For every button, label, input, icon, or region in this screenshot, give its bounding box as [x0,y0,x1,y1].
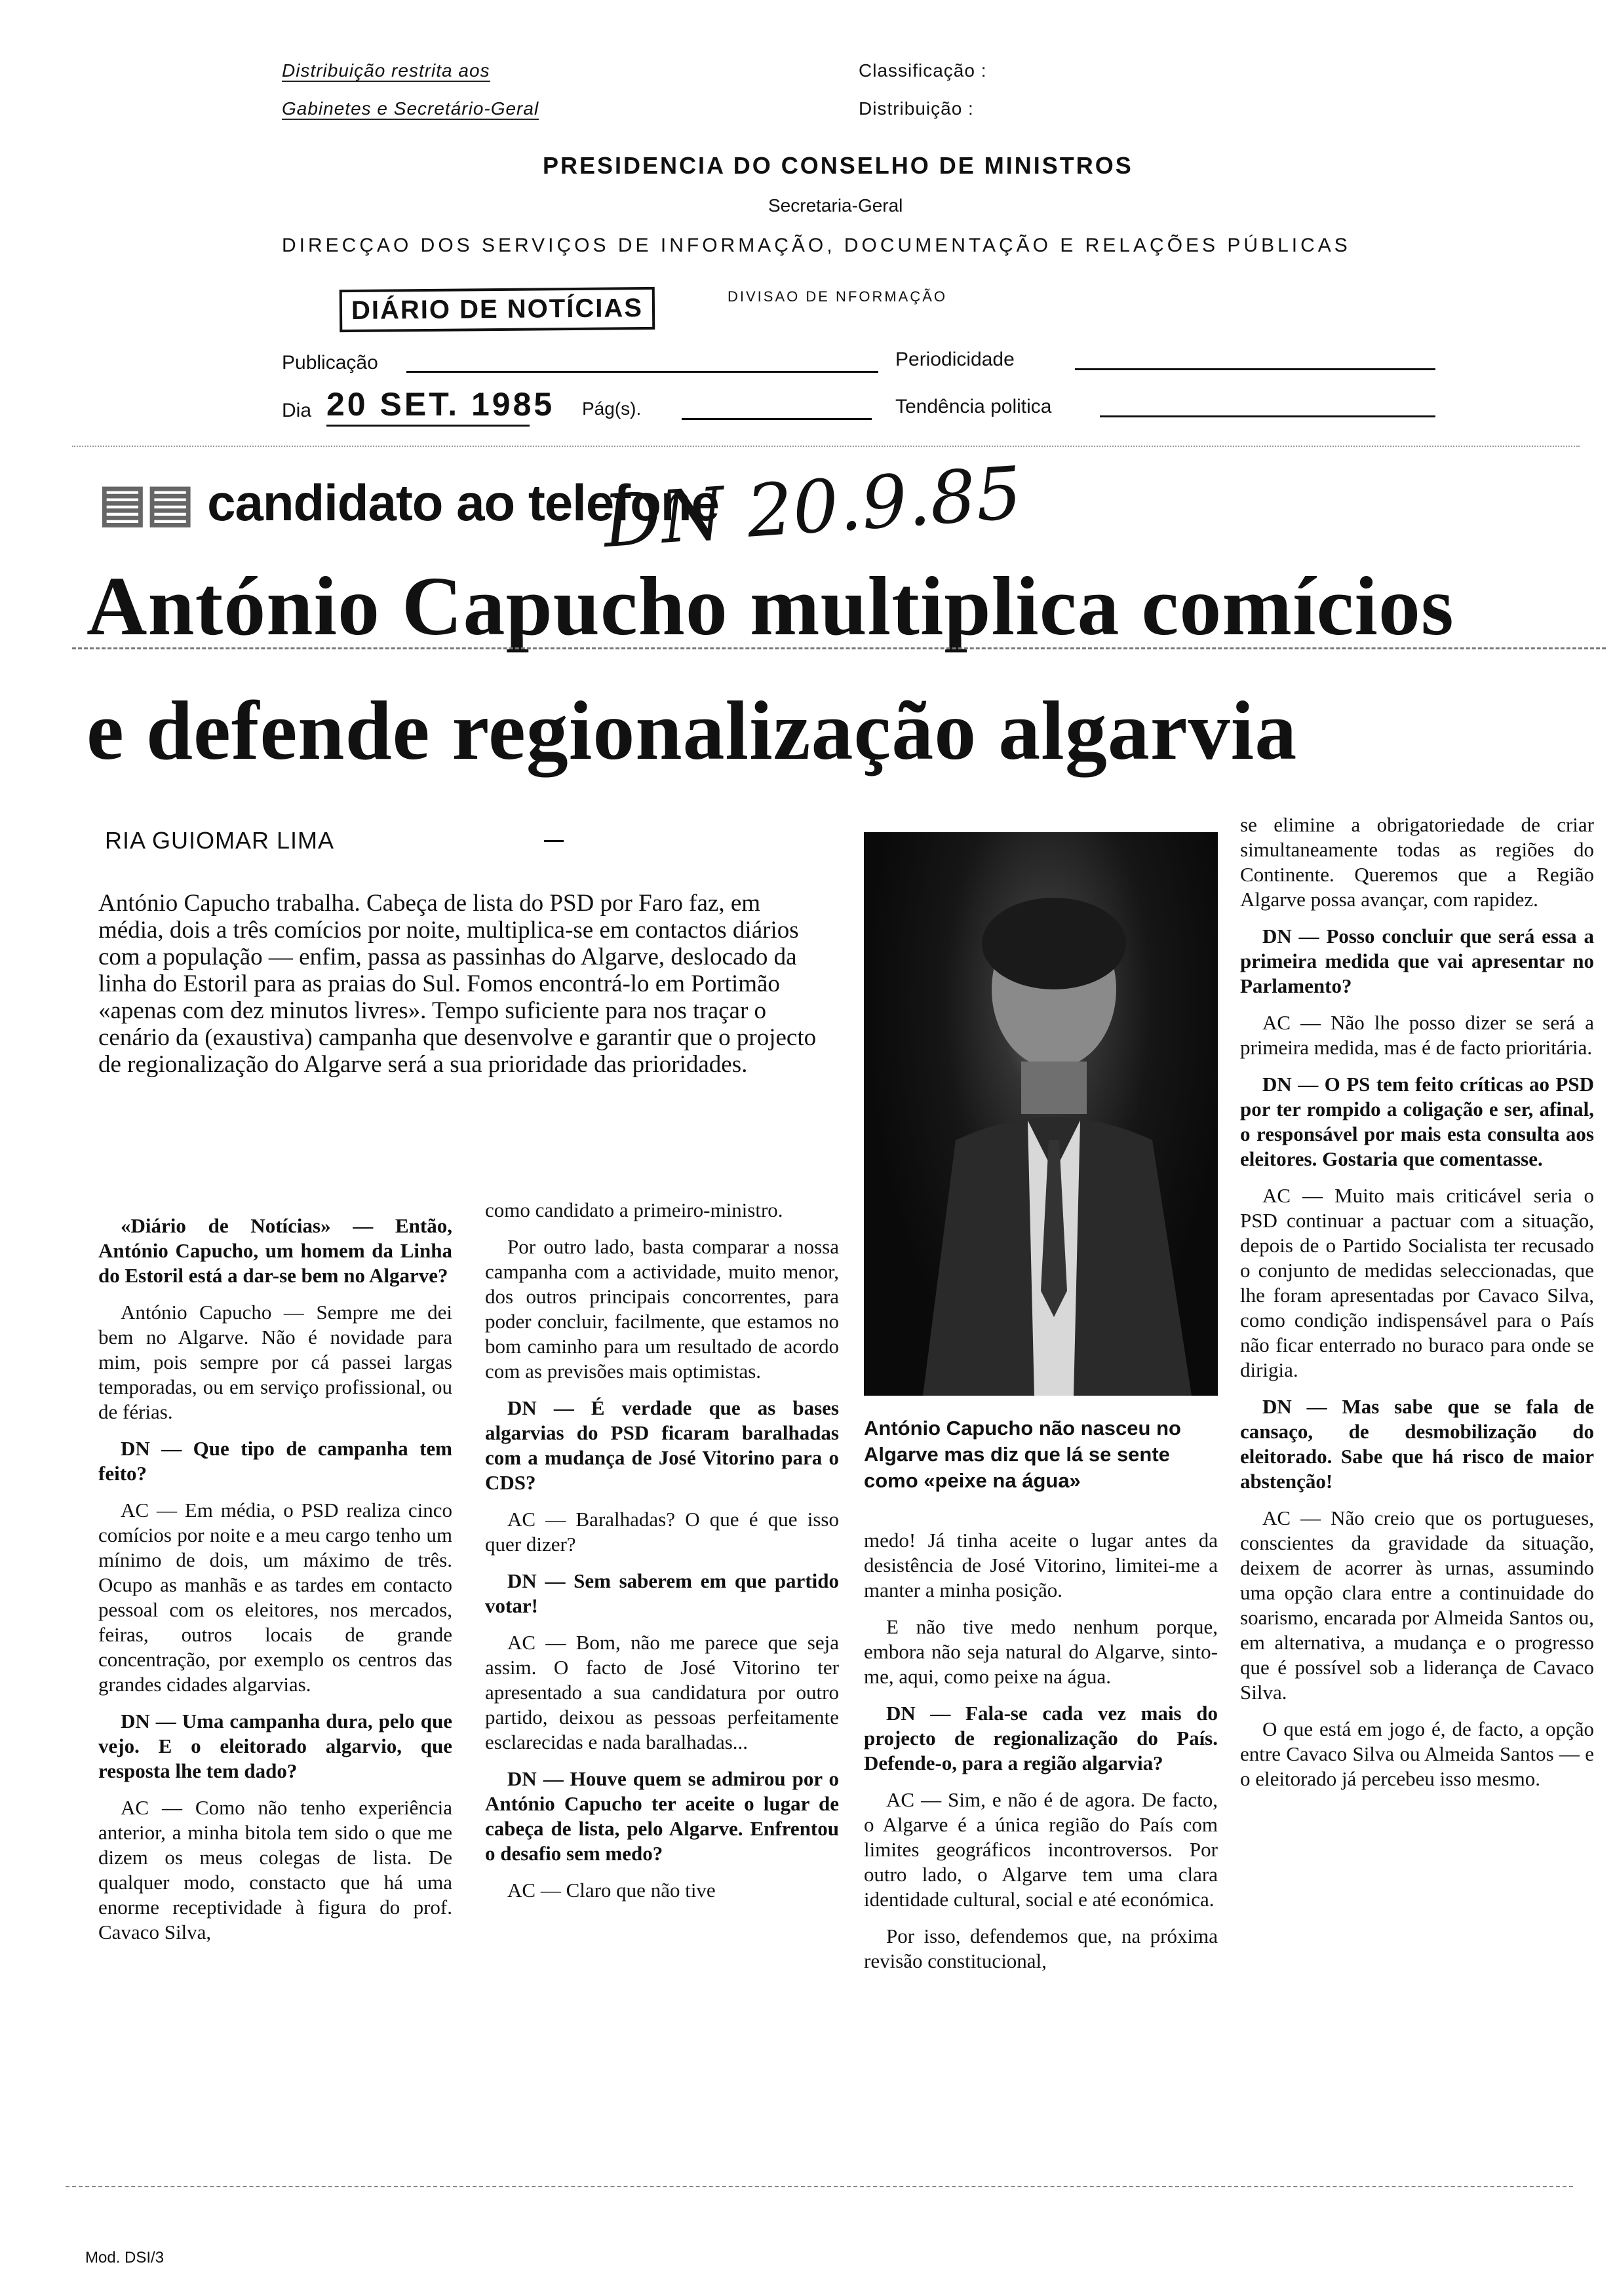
lead-paragraph: António Capucho trabalha. Cabeça de lista do PSD por Faro faz, em média, dois a três comícios por noite, multiplica-se em contactos diários com a população — enfim, passa as passinhas do Algarve, deslocado da linha do Estoril para as praias do Sul. Fomos encontrá-lo em Portimão «apenas com dez minutos livres». Tempo suficiente para nos traçar o cenário da (exaustiva) campanha que desenvolve e garantir que o projecto de regionalização do Algarve será a sua prioridade das prioridades. [98,890,817,1078]
col2-para: AC — Claro que não tive [507,1879,716,1902]
col3-para: AC — Sim, e não é de agora. De facto, o Algarve é a única região do País com limites geográficos incontroversos. Por outro lado, o Algarve tem uma clara identidade cultural, social e até económica. [864,1788,1218,1911]
col2-para: DN — Houve quem se admirou por o António Capucho ter aceite o lugar de cabeça de lista, pelo Algarve. Enfrentou o desafio sem medo? [485,1767,839,1865]
col4-para: DN — Posso concluir que será essa a primeira medida que vai apresentar no Parlamento? [1240,925,1594,997]
column-2 [485,1198,839,1915]
tendencia-label: Tendência politica [895,396,1052,417]
scan-noise [72,446,1580,453]
col1-para: DN — Que tipo de campanha tem feito? [98,1437,452,1485]
col3-para: E não tive medo nenhum porque, embora não seja natural do Algarve, sinto-me, aqui, como peixe na água. [864,1615,1218,1688]
portrait-silhouette [864,832,1218,1396]
col1-para: DN — Uma campanha dura, pelo que vejo. E o eleitorado algarvio, que resposta lhe tem dado? [98,1710,452,1782]
pags-label: Pág(s). [582,398,642,419]
pags-line [682,418,872,420]
headline-rule [72,647,1606,649]
photo-caption: António Capucho não nasceu no Algarve mas diz que lá se sente como «peixe na água» [864,1417,1181,1492]
column-3 [864,1528,1218,1985]
col4-para: AC — Muito mais criticável seria o PSD continuar a pactuar com a situação, depois de o Partido Socialista ter recusado o conjunto de medidas seleccionadas, que lhe foram apresentadas por Cavaco Silva, como condição indispensável para o País não ficar enterrado no buraco para onde se dirigia. [1240,1184,1594,1381]
bottom-rule [66,2186,1573,2187]
classificacao-label: Classificação : [859,60,987,81]
publicacao-label: Publicação [282,352,378,373]
col1-para: AC — Em média, o PSD realiza cinco comícios por noite e a meu cargo tenho um mínimo de dois, um máximo de três. Ocupo as manhãs e as tardes em contacto pessoal com os eleitores, nos mercados, feiras, outros locais de grande concentração, por exemplo os centros das grandes cidades algarvias. [98,1499,452,1696]
col3-para: Por isso, defendemos que, na próxima revisão constitucional, [864,1924,1218,1972]
periodicidade-label: Periodicidade [895,349,1015,370]
col2-para: AC — Baralhadas? O que é que isso quer dizer? [485,1508,839,1556]
date-stamp: 20 SET. 1985 [326,386,555,423]
restricted-line-2: Gabinetes e Secretário-Geral [282,98,539,119]
periodicidade-line [1075,368,1435,370]
headline-line-1: António Capucho multiplica comícios [87,560,1454,653]
tendencia-line [1100,415,1435,417]
col2-para: Por outro lado, basta comparar a nossa campanha com a actividade, muito menor, dos outros principais concorrentes, para poder concluir, facilmente, que estamos no bom caminho para um resultado de acordo com as previsões mais optimistas. [485,1235,839,1383]
col2-para: DN — Sem saberem em que partido votar! [485,1569,839,1617]
handwritten-note: DN 20.9.85 [600,450,1024,564]
kicker: ▤▤ candidato ao telefone [98,474,719,531]
newspaper-stamp: DIÁRIO DE NOTÍCIAS [340,287,655,332]
publicacao-line [406,371,878,373]
col1-para: «Diário de Notícias» — Então, António Capucho, um homem da Linha do Estoril está a dar-se bem no Algarve? [98,1214,452,1287]
divisao-label: DIVISAO DE NFORMAÇÃO [728,288,948,305]
col3-para: DN — Fala-se cada vez mais do projecto de regionalização do País. Defende-o, para a região algarvia? [864,1702,1218,1774]
col1-para: AC — Como não tenho experiência anterior, a minha bitola tem sido o que me dizem os meus colegas de lista. De qualquer modo, constacto que há uma enorme receptividade à figura do prof. Cavaco Silva, [98,1796,452,1943]
col4-para: se elimine a obrigatoriedade de criar simultaneamente todas as regiões do Continente. Queremos que a Região Algarve possa avançar, com rapidez. [1240,813,1594,911]
date-line [326,425,530,427]
col1-para: António Capucho — Sempre me dei bem no Algarve. Não é novidade para mim, pois sempre por cá passei largas temporadas, ou em serviço profissional, ou de férias. [98,1301,452,1423]
secretaria-subtitle: Secretaria-Geral [768,195,903,216]
column-4 [1240,813,1594,1803]
col2-para: DN — É verdade que as bases algarvias do PSD ficaram baralhadas com a mudança de José Vitorino para o CDS? [485,1396,839,1494]
restricted-line-1: Distribuição restrita aos [282,60,490,81]
dia-label: Dia [282,400,312,421]
col2-para: como candidato a primeiro-ministro. [485,1198,783,1221]
col4-para: DN — O PS tem feito críticas ao PSD por ter rompido a coligação e ser, afinal, o responsável por mais esta consulta aos eleitores. Gostaria que comentasse. [1240,1073,1594,1170]
col4-para: AC — Não lhe posso dizer se será a primeira medida, mas é de facto prioritária. [1240,1011,1594,1059]
presidencia-title: PRESIDENCIA DO CONSELHO DE MINISTROS [543,152,1133,179]
col4-para: DN — Mas sabe que se fala de cansaço, de desmobilização do eleitorado. Sabe que há risco de maior abstenção! [1240,1395,1594,1493]
headline-line-2: e defende regionalização algarvia [87,684,1298,777]
distribuicao-label: Distribuição : [859,98,974,119]
col3-para: medo! Já tinha aceite o lugar antes da desistência de José Vitorino, limitei-me a manter a minha posição. [864,1529,1218,1601]
form-code: Mod. DSI/3 [85,2249,165,2267]
byline: RIA GUIOMAR LIMA [105,827,335,854]
col4-para: AC — Não creio que os portugueses, conscientes da gravidade da situação, deixem de acorrer às urnas, assumindo uma opção clara entre a continuidade do soarismo, encarada por Almeida Santos ou, em alternativa, a mudança e o progresso que é possível sob a liderança de Cavaco Silva. [1240,1506,1594,1704]
column-1 [98,1214,452,1957]
col4-para: O que está em jogo é, de facto, a opção entre Cavaco Silva ou Almeida Santos — e o eleitorado já percebeu isso mesmo. [1240,1717,1594,1790]
direccao-line: DIRECÇAO DOS SERVIÇOS DE INFORMAÇÃO, DOCUMENTAÇÃO E RELAÇÕES PÚBLICAS [282,235,1351,256]
byline-dash [544,840,564,842]
col2-para: AC — Bom, não me parece que seja assim. O facto de José Vitorino ter apresentado a sua candidatura por outro partido, deixou as pessoas perfeitamente esclarecidas e nada baralhadas... [485,1631,839,1753]
portrait-photo [864,832,1218,1396]
